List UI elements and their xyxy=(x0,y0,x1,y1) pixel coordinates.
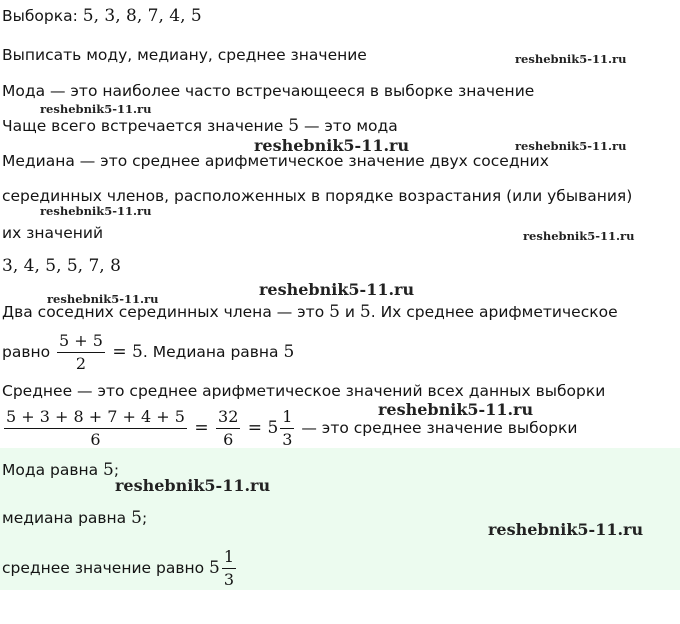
median-value: 5 xyxy=(283,342,295,362)
answer-mean-whole: 5 xyxy=(209,558,220,578)
median-pair-pre: Два соседних серединных члена — это xyxy=(2,303,330,321)
median-fraction-den: 2 xyxy=(75,354,87,373)
median-pair-b: 5 xyxy=(359,302,371,322)
answer-mean-den: 3 xyxy=(223,570,235,589)
answer-mode xyxy=(2,460,119,480)
watermark: reshebnik5-11.ru xyxy=(488,520,644,539)
mean-fraction-2 xyxy=(216,407,240,450)
answer-mode-post: ; xyxy=(113,461,120,479)
median-pair-and: и xyxy=(339,303,360,321)
mean-definition: Среднее — это среднее арифметическое значений всех данных выборки xyxy=(2,382,606,400)
watermark: reshebnik5-11.ru xyxy=(515,139,627,153)
mean-fraction-3 xyxy=(280,407,294,450)
mean-fraction-2-num: 32 xyxy=(216,407,240,429)
median-definition-2: серединных членов, расположенных в порядке возрастания (или убывания) xyxy=(2,187,633,205)
answer-median xyxy=(2,508,147,528)
sorted-sample: 3, 4, 5, 5, 7, 8 xyxy=(2,256,121,276)
median-pair-a: 5 xyxy=(329,302,340,322)
median-calc-post: . Медиана равна xyxy=(142,343,284,361)
median-pair-post: . Их среднее арифметическое xyxy=(370,303,618,321)
median-calc-eq: = 5 xyxy=(106,342,143,362)
answer-mean-pre: среднее значение равно xyxy=(2,559,210,577)
watermark: reshebnik5-11.ru xyxy=(40,204,152,218)
watermark: reshebnik5-11.ru xyxy=(515,52,627,66)
mean-fraction-3-den: 3 xyxy=(282,430,293,449)
mean-fraction-2-den: 6 xyxy=(223,430,234,449)
median-definition-1: Медиана — это среднее арифметическое значение двух соседних xyxy=(2,152,549,170)
watermark: reshebnik5-11.ru xyxy=(254,136,410,155)
sample-line xyxy=(2,6,202,26)
answer-median-pre: медиана равна xyxy=(2,509,132,527)
mean-eq-1: = xyxy=(188,418,215,438)
watermark: reshebnik5-11.ru xyxy=(47,292,159,306)
sample-values: 5, 3, 8, 7, 4, 5 xyxy=(82,6,202,26)
mode-line xyxy=(2,116,398,136)
median-calc-line xyxy=(2,328,294,376)
mean-fraction-1 xyxy=(4,407,187,450)
watermark: reshebnik5-11.ru xyxy=(40,102,152,116)
answer-median-post: ; xyxy=(141,509,148,527)
median-calc-pre: равно xyxy=(2,343,56,361)
watermark: reshebnik5-11.ru xyxy=(523,229,635,243)
mode-definition: Мода — это наиболее часто встречающееся в выборке значение xyxy=(2,82,535,100)
median-definition-3: их значений xyxy=(2,224,104,242)
answer-mode-pre: Мода равна xyxy=(2,461,104,479)
sample-label: Выборка: xyxy=(2,7,78,25)
watermark: reshebnik5-11.ru xyxy=(259,280,415,299)
answer-mean xyxy=(2,544,238,592)
mode-line-pre: Чаще всего встречается значение xyxy=(2,117,289,135)
mean-calc-post: — это среднее значение выборки xyxy=(296,419,578,437)
mode-value: 5 xyxy=(288,116,300,136)
mean-fraction-1-den: 6 xyxy=(90,430,101,449)
mode-line-post: — это мода xyxy=(299,117,398,135)
median-fraction-num: 5 + 5 xyxy=(57,331,105,353)
answer-mean-fraction xyxy=(222,547,236,590)
mean-fraction-3-num: 1 xyxy=(280,407,294,429)
mean-eq-2: = 5 xyxy=(242,418,279,438)
watermark: reshebnik5-11.ru xyxy=(115,476,271,495)
watermark: reshebnik5-11.ru xyxy=(378,400,534,419)
median-fraction xyxy=(57,331,105,374)
answer-mode-value: 5 xyxy=(103,460,114,480)
mean-fraction-1-num: 5 + 3 + 8 + 7 + 4 + 5 xyxy=(4,407,187,429)
task-text: Выписать моду, медиану, среднее значение xyxy=(2,46,367,64)
answer-mean-num: 1 xyxy=(222,547,236,569)
answer-median-value: 5 xyxy=(131,508,142,528)
